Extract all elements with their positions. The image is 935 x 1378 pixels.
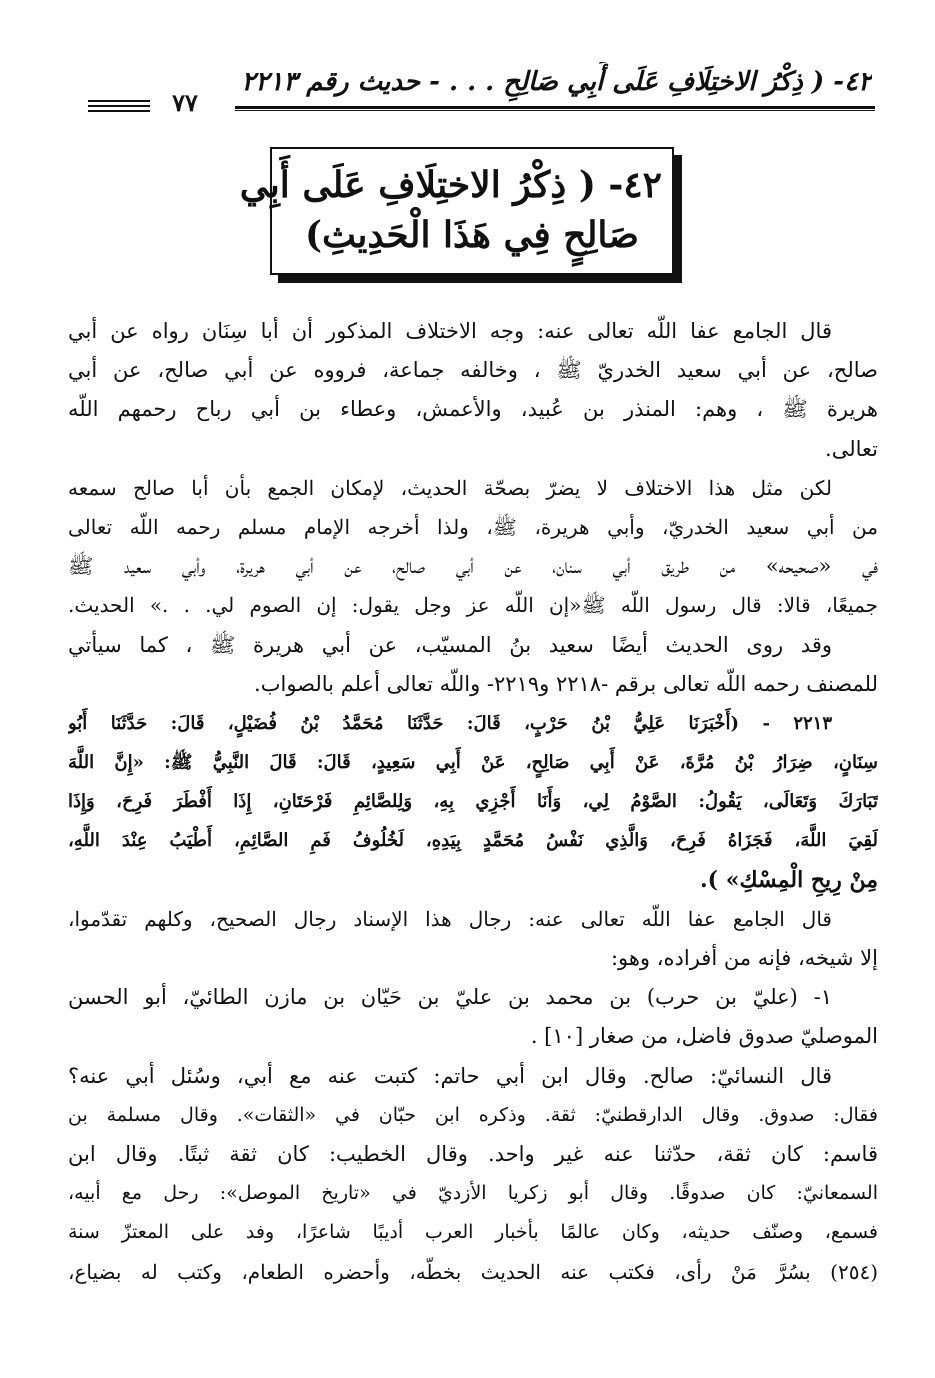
text-line: (٢٥٤) بسُرَّ مَنْ رأى، فكتب عنه الحديث بخطّه، وأحضره الطعام، وكتب له بضياع، — [68, 1259, 878, 1284]
text-line: للمصنف رحمه اللّه تعالى برقم -٢٢١٨ و٢٢١٩- واللّه تعالى أعلم بالصواب. — [254, 671, 878, 696]
text-line: قال الجامع عفا اللّه تعالى عنه: رجال هذا الإسناد رجال الصحيح، وكلهم تقدّموا، — [68, 906, 832, 931]
hadith-line: لَقِيَ اللَّهَ، فَجَزَاهُ فَرِحَ، وَالَّذِي نَفْسُ مُحَمَّدٍ بِيَدِهِ، لَخُلُوفُ فَمِ الصَّائِمِ، أَطْيَبُ عِنْدَ اللَّهِ، — [68, 830, 878, 852]
page-number-rule — [88, 105, 150, 107]
hadith-line: مِنْ رِيحِ الْمِسْكِ» ). — [700, 866, 878, 893]
hadith-line: ٢٢١٣ - (أَخْبَرَنَا عَلِيُّ بْنُ حَرْبٍ، قَالَ: حَدَّثَنَا مُحَمَّدُ بْنُ فُضَيْلٍ، قَالَ: حَدَّثَنَا أَبُو — [68, 712, 832, 734]
running-head: ٤٢- ( ذِكْرُ الاختِلَافِ عَلَى أَبِي صَالِحِ . . . - حديث رقم ٢٢١٣ — [241, 67, 872, 97]
hadith-line: سِنَانٍ، ضِرَارُ بْنُ مُرَّةَ، عَنْ أَبِي صَالِحٍ، عَنْ أَبِي سَعِيدٍ، قَالَ: قَالَ النَّبِيُّ ﷺ: «إِنَّ اللَّهَ — [68, 752, 878, 774]
chapter-title-line-1: ٤٢- ( ذِكْرُ الاختِلَافِ عَلَى أَبِي — [239, 164, 662, 206]
text-line: هريرة ﷺ ، وهم: المنذر بن عُبيد، والأعمش، وعطاء بن أبي رباح رحمهم اللّه — [68, 397, 878, 422]
text-line: السمعانيّ: كان صدوقًا. وقال أبو زكريا الأزديّ في «تاريخ الموصل»: رحل مع أبيه، — [68, 1182, 878, 1205]
text-line: قال النسائيّ: صالح. وقال ابن أبي حاتم: كتبت عنه مع أبي، وسُئل أبي عنه؟ — [68, 1063, 832, 1088]
text-line: من أبي سعيد الخدريّ، وأبي هريرة، ﷺ، ولذا أخرجه الإمام مسلم رحمه اللّه تعالى — [68, 514, 878, 539]
text-line: وقد روى الحديث أيضًا سعيد بنُ المسيّب، عن أبي هريرة ﷺ ، كما سيأتي — [68, 632, 832, 657]
text-line: ١- (عليّ بن حرب) بن محمد بن عليّ بن حَيّان بن مازن الطائيّ، أبو الحسن — [68, 985, 832, 1010]
text-line: فسمع، وصنّف حديثه، وكان عالمًا بأخبار العرب أديبًا شاعرًا، وفد على المعتزّ سنة — [68, 1221, 878, 1244]
hadith-line: تَبَارَكَ وَتَعَالَى، يَقُولُ: الصَّوْمُ لِي، وَأَنَا أَجْزِي بِهِ، وَلِلصَّائِمِ فَرْحَتَانِ، إِذَا أَفْطَرَ فَرِحَ، وَإِذَا — [68, 791, 878, 813]
page-body — [68, 312, 878, 1292]
page-number-rule — [88, 110, 150, 112]
text-line: الموصليّ صدوق فاضل، من صغار [١٠] . — [530, 1024, 878, 1049]
text-line: صالح، عن أبي سعيد الخدريّ ﷺ ، وخالفه جماعة، فرووه عن أبي صالح، عن أبي — [68, 358, 878, 383]
text-line: إلا شيخه، فإنه من أفراده، وهو: — [610, 946, 878, 970]
text-line: تعالى. — [825, 436, 878, 461]
header-rule-thin — [235, 110, 875, 111]
text-line: فقال: صدوق. وقال الدارقطنيّ: ثقة. وذكره ابن حبّان في «الثقات». وقال مسلمة بن — [68, 1103, 878, 1126]
text-line: قال الجامع عفا اللّه تعالى عنه: وجه الاختلاف المذكور أن أبا سِنَان رواه عن أبي — [68, 319, 832, 343]
text-line: في «صحيحه» من طريق أبي سنان، عن أبي صالح، عن أبي هريرة، وأبي سعيد ﷺ — [68, 554, 878, 579]
page-number: ٧٧ — [172, 88, 198, 117]
page-number-rule — [88, 100, 150, 102]
text-line: قاسم: كان ثقة، حدّثنا عنه غير واحد. وقال الخطيب: كان ثقة ثبتًا. وقال ابن — [68, 1141, 878, 1166]
text-line: جميعًا، قالا: قال رسول اللّه ﷺ«إن اللّه عز وجل يقول: إن الصوم لي. . .» الحديث. — [68, 593, 878, 618]
header-rule — [235, 106, 875, 109]
chapter-title-line-2: صَالِحٍ فِي هَذَا الْحَدِيثِ) — [305, 214, 639, 256]
text-line: لكن مثل هذا الاختلاف لا يضرّ بصحّة الحديث، لإمكان الجمع بأن أبا صالح سمعه — [68, 475, 832, 500]
chapter-title-box — [239, 147, 674, 275]
